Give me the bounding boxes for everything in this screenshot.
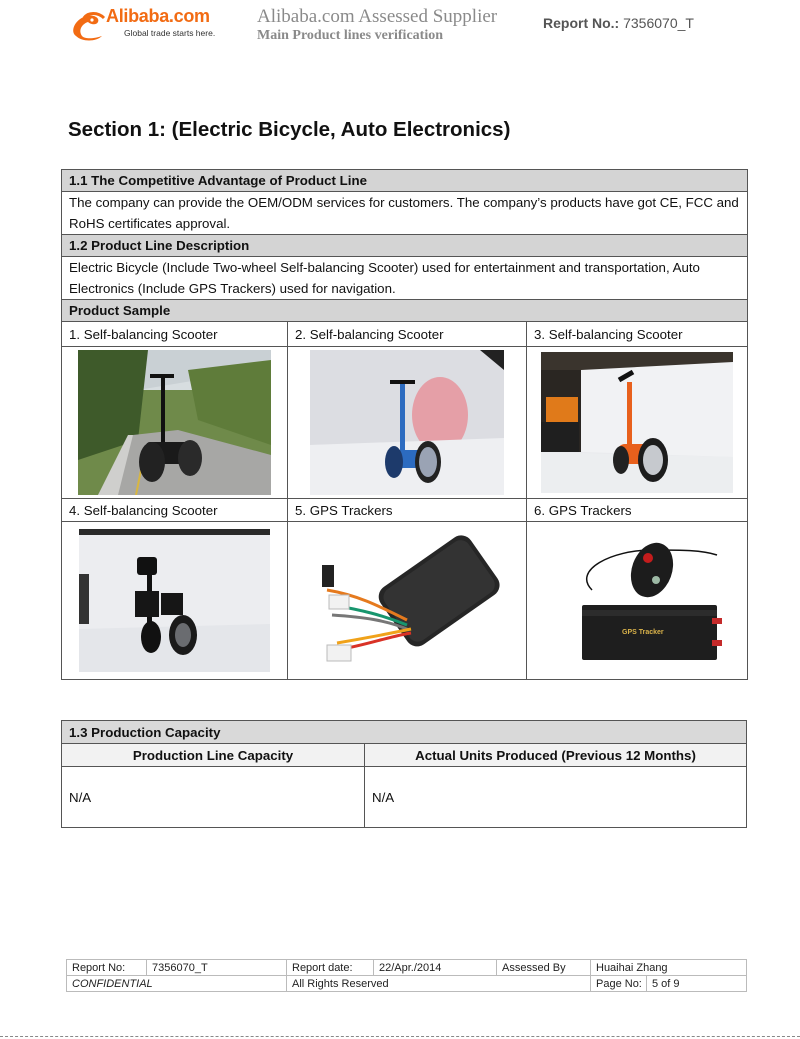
- sample-image-cell: [288, 522, 527, 680]
- sample-image-cell: [62, 347, 288, 499]
- footer-page-label: Page No:: [591, 976, 647, 992]
- footer-page-value: 5 of 9: [647, 976, 747, 992]
- sample-label: 5. GPS Trackers: [288, 499, 527, 522]
- alibaba-logo: [68, 6, 228, 44]
- sample-image-scooter-black-studio: [79, 529, 270, 672]
- footer-assessed-by-value: Huaihai Zhang: [591, 960, 747, 976]
- footer-report-no-label: Report No:: [67, 960, 147, 976]
- footer-report-date-value: 22/Apr./2014: [374, 960, 497, 976]
- header-report-number: [543, 15, 694, 31]
- sample-label: 3. Self-balancing Scooter: [527, 322, 748, 347]
- report-no-value: 7356070_T: [623, 15, 694, 31]
- header-subtitle: Main Product lines verification: [257, 28, 443, 43]
- report-footer: [66, 959, 747, 992]
- column-header-line-capacity: Production Line Capacity: [62, 744, 365, 767]
- sample-image-cell: [62, 522, 288, 680]
- sample-image-cell: [527, 347, 748, 499]
- sample-label: 1. Self-balancing Scooter: [62, 322, 288, 347]
- header-title: Alibaba.com Assessed Supplier: [257, 6, 498, 27]
- sample-label: 6. GPS Trackers: [527, 499, 748, 522]
- sample-image-scooter-orange: [541, 352, 733, 493]
- product-line-description-text: Electric Bicycle (Include Two-wheel Self-balancing Scooter) used for entertainment and transportation, Auto Electronics (Include GPS Trackers) used for navigation.: [62, 257, 748, 300]
- sample-label: 4. Self-balancing Scooter: [62, 499, 288, 522]
- sample-image-scooter-blue: [310, 350, 504, 495]
- product-line-description-heading: 1.2 Product Line Description: [62, 235, 748, 257]
- units-produced-value: N/A: [365, 767, 747, 828]
- sample-image-gps-tracker-remote: [552, 530, 722, 671]
- production-capacity-table: [61, 720, 747, 828]
- logo-tagline: Global trade starts here.: [124, 28, 216, 38]
- footer-report-no-value: 7356070_T: [147, 960, 287, 976]
- footer-report-date-label: Report date:: [287, 960, 374, 976]
- product-sample-heading: Product Sample: [62, 300, 748, 322]
- footer-assessed-by-label: Assessed By: [497, 960, 591, 976]
- logo-wordmark: Alibaba.com: [106, 6, 210, 26]
- sample-image-gps-tracker-wired: [307, 525, 507, 676]
- section-title: Section 1: (Electric Bicycle, Auto Electronics): [68, 118, 511, 141]
- sample-image-cell: [288, 347, 527, 499]
- footer-rights: All Rights Reserved: [287, 976, 591, 992]
- footer-confidential: CONFIDENTIAL: [67, 976, 287, 992]
- column-header-units-produced: Actual Units Produced (Previous 12 Months): [365, 744, 747, 767]
- gps-box-label: GPS Tracker: [622, 629, 664, 636]
- report-no-label: Report No.:: [543, 15, 620, 31]
- page-bottom-divider: [0, 1036, 800, 1037]
- sample-label: 2. Self-balancing Scooter: [288, 322, 527, 347]
- product-line-table: [61, 169, 748, 680]
- competitive-advantage-text: The company can provide the OEM/ODM services for customers. The company’s products have got CE, FCC and RoHS certificates approval.: [62, 192, 748, 235]
- competitive-advantage-heading: 1.1 The Competitive Advantage of Product Line: [62, 170, 748, 192]
- production-capacity-heading: 1.3 Production Capacity: [62, 721, 747, 744]
- line-capacity-value: N/A: [62, 767, 365, 828]
- sample-image-scooter-outdoor: [78, 350, 271, 495]
- sample-image-cell: [527, 522, 748, 680]
